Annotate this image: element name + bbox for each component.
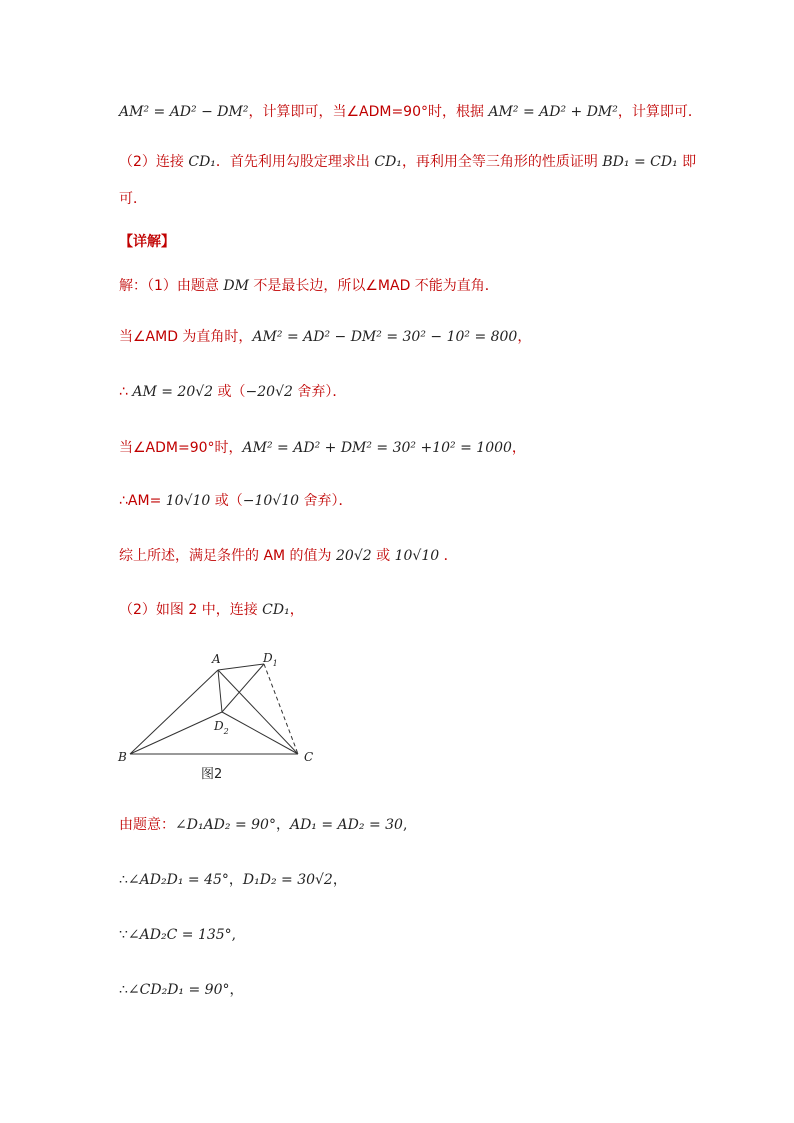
text-segment: 当∠ADM=90°时，	[119, 440, 243, 456]
text-line	[119, 870, 347, 890]
text-segment: ，	[289, 602, 304, 618]
text-segment: CD₁	[262, 602, 290, 618]
text-line	[119, 189, 147, 209]
text-segment: DM	[223, 278, 249, 294]
text-segment: 解：（1）由题意	[119, 278, 224, 294]
text-segment: 10√10	[165, 493, 211, 509]
text-segment: ．首先利用勾股定理求出	[215, 154, 375, 170]
text-segment: AD₁ = AD₂ = 30	[289, 817, 403, 833]
segment-ab	[130, 670, 218, 754]
text-segment: ∵	[119, 927, 128, 943]
text-segment: 可．	[119, 191, 147, 207]
text-segment: ∠AD₂C = 135°	[127, 927, 232, 943]
text-line	[119, 925, 236, 945]
text-segment: ∴	[119, 982, 128, 998]
text-segment: ，再利用全等三角形的性质证明	[401, 154, 603, 170]
segment-d2c	[222, 712, 298, 754]
text-segment: −20√2	[245, 384, 293, 400]
text-line	[119, 438, 526, 458]
label-c: C	[304, 750, 314, 764]
text-line	[119, 276, 499, 296]
text-segment: AM² = AD² − DM²	[119, 104, 249, 120]
text-segment: 【详解】	[119, 234, 175, 250]
text-segment: ，	[511, 440, 526, 456]
label-b: B	[118, 750, 127, 764]
text-segment: ∠AD₂D₁ = 45°	[127, 872, 229, 888]
text-segment: ∴	[119, 384, 133, 400]
text-line	[119, 102, 702, 122]
text-segment: ，计算即可，当∠ADM=90°时，根据	[248, 104, 489, 120]
text-segment: 或（	[210, 493, 243, 509]
text-segment: ∠D₁AD₂ = 90°	[175, 817, 276, 833]
text-segment: 综上所述，满足条件的 AM 的值为	[119, 548, 337, 564]
text-segment: AM² = AD² + DM² = 30² +10² = 1000	[242, 440, 512, 456]
text-segment: ，	[229, 982, 244, 998]
text-segment: ，	[275, 817, 290, 833]
text-segment: ，	[332, 872, 347, 888]
text-segment: ．	[439, 548, 458, 564]
label-d2: $D_2$	[214, 719, 229, 736]
text-line	[119, 815, 407, 835]
segment-ad2	[218, 670, 222, 712]
text-segment: ,	[402, 817, 408, 833]
text-line	[119, 980, 243, 1000]
text-segment: ，计算即可．	[617, 104, 702, 120]
text-line	[119, 491, 353, 511]
text-segment: AM = 20√2	[132, 384, 214, 400]
text-segment: 或（	[213, 384, 246, 400]
text-segment: AM² = AD² + DM²	[488, 104, 618, 120]
text-segment: BD₁ = CD₁	[602, 154, 678, 170]
text-segment: （2）连接	[119, 154, 189, 170]
figure-2	[112, 648, 332, 783]
text-segment: ,	[231, 927, 237, 943]
text-segment: ，	[228, 872, 243, 888]
text-segment: 当∠AMD 为直角时，	[119, 329, 253, 345]
text-segment: 由题意：	[119, 817, 175, 833]
text-segment: CD₁	[374, 154, 402, 170]
text-segment: D₁D₂ = 30√2	[242, 872, 333, 888]
text-segment: 10√10	[394, 548, 440, 564]
text-line	[119, 546, 458, 566]
text-segment: 即	[677, 154, 697, 170]
text-segment: 不是最长边，所以∠MAD 不能为直角．	[248, 278, 499, 294]
segment-bd2	[130, 712, 222, 754]
text-line	[119, 327, 531, 347]
text-segment: AM² = AD² − DM² = 30² − 10² = 800	[252, 329, 518, 345]
figure-caption: 图2	[201, 767, 223, 782]
segment-d1d2	[222, 664, 264, 712]
text-segment: 或	[371, 548, 395, 564]
text-segment: ∴	[119, 872, 128, 888]
text-segment: ∴AM=	[119, 493, 166, 509]
text-segment: （2）如图 2 中，连接	[119, 602, 263, 618]
text-segment: 舍弃）．	[299, 493, 353, 509]
text-line	[119, 232, 175, 252]
label-d1: $D_1$	[263, 651, 278, 668]
text-segment: ∠CD₂D₁ = 90°	[127, 982, 230, 998]
text-line	[119, 600, 304, 620]
text-line	[119, 382, 346, 402]
text-segment: CD₁	[188, 154, 216, 170]
text-segment: ，	[517, 329, 532, 345]
text-segment: 舍弃）．	[292, 384, 347, 400]
text-segment: 20√2	[336, 548, 372, 564]
segment-ad1	[218, 664, 264, 670]
text-segment: −10√10	[242, 493, 300, 509]
label-a: A	[212, 652, 221, 666]
segment-cd1-dashed	[264, 664, 298, 754]
segment-ac	[218, 670, 298, 754]
text-line	[119, 152, 696, 172]
